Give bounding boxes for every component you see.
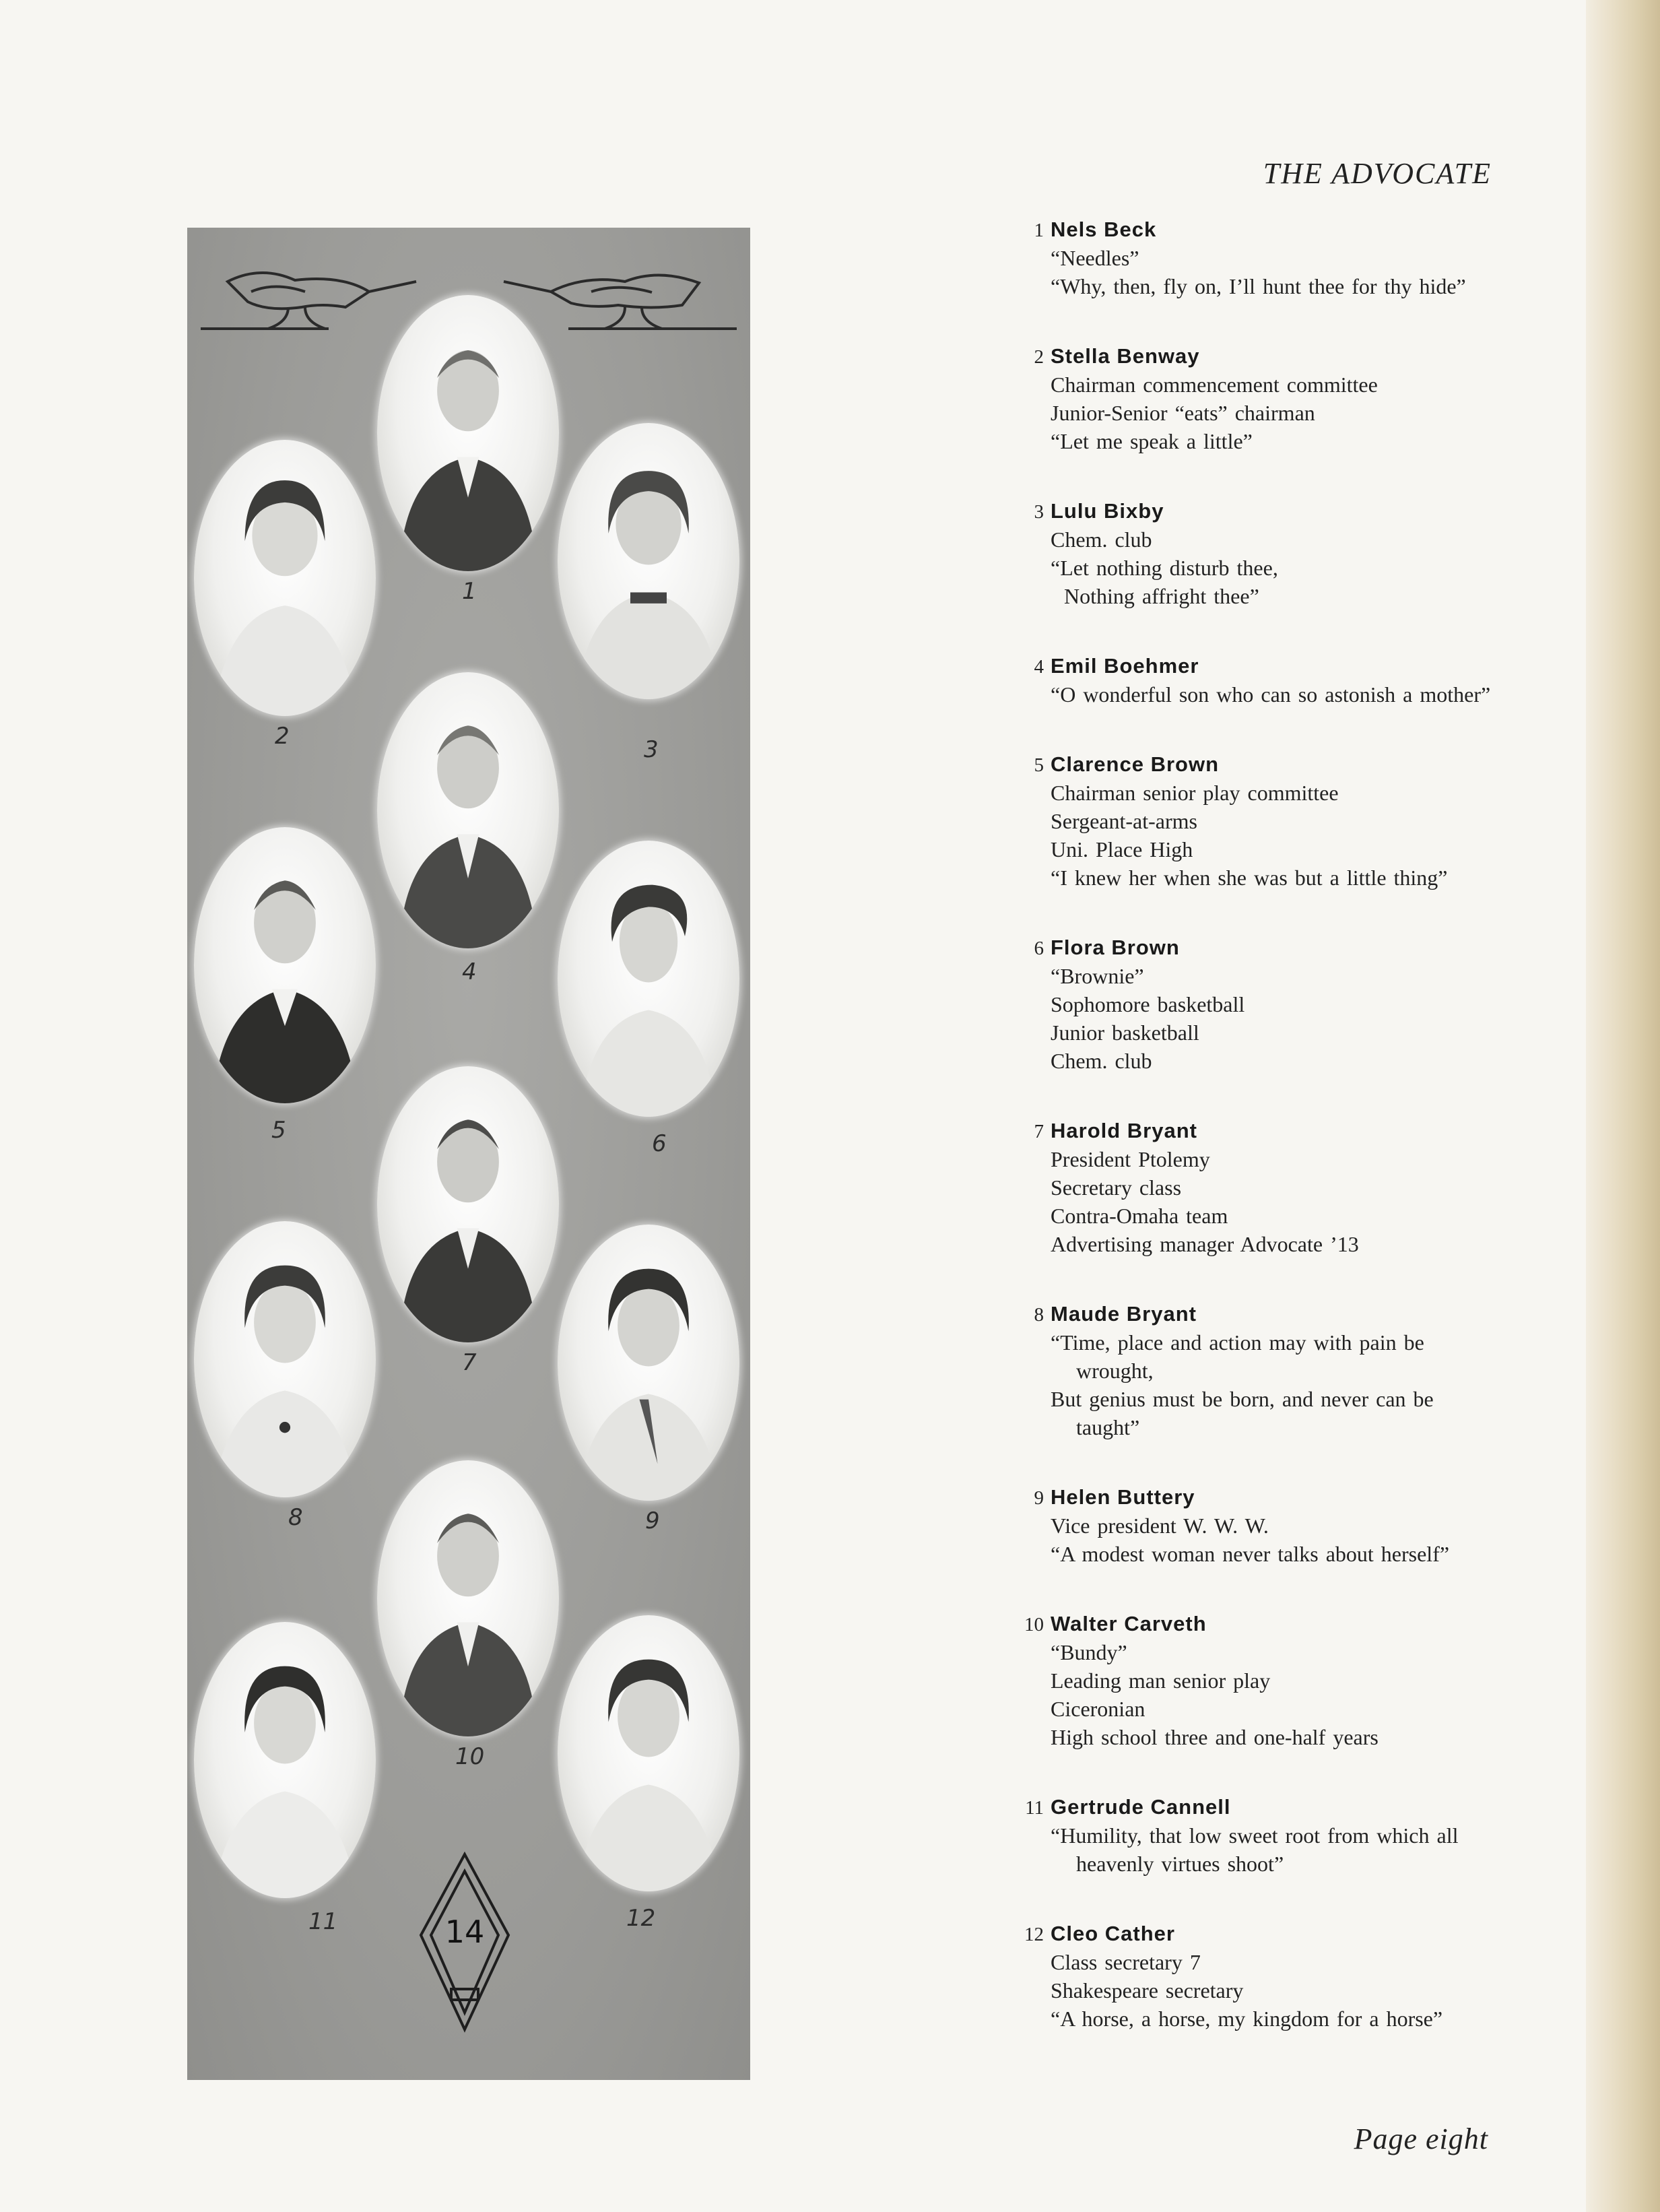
entry-name: Stella Benway	[1051, 344, 1200, 368]
entry	[1034, 1483, 1495, 1568]
entry-number: 6	[1034, 938, 1044, 959]
entry-name: Cleo Cather	[1051, 1922, 1175, 1945]
entry-line: Chairman commencement committee	[1051, 372, 1378, 397]
entry-name: Flora Brown	[1051, 936, 1180, 959]
entry-line: “Let me speak a little”	[1051, 429, 1253, 453]
plate-number: 6	[652, 1130, 667, 1157]
portrait-7	[377, 1066, 559, 1342]
entry-line: Junior-Senior “eats” chairman	[1051, 401, 1315, 425]
entry-line: Uni. Place High	[1051, 837, 1193, 861]
entry-number: 12	[1024, 1924, 1044, 1945]
entry-number: 4	[1034, 656, 1044, 678]
page-edge	[1586, 0, 1660, 2212]
entry	[1034, 934, 1495, 1075]
entry-line: “Needles”	[1051, 246, 1139, 270]
entry-number: 10	[1024, 1614, 1044, 1635]
plate-number: 4	[462, 958, 477, 985]
entry	[1034, 652, 1495, 709]
entry-line: Secretary class	[1051, 1175, 1182, 1200]
portrait-12	[558, 1615, 739, 1891]
entry-name: Maude Bryant	[1051, 1302, 1197, 1326]
entry-line: “A horse, a horse, my kingdom for a horse”	[1051, 2007, 1443, 2031]
entry-name: Emil Boehmer	[1051, 654, 1199, 678]
plate-number: 10	[455, 1743, 485, 1770]
entry-line: “Let nothing disturb thee,	[1051, 556, 1278, 580]
portrait-8	[194, 1221, 376, 1497]
portrait-3	[558, 423, 739, 699]
portrait-10	[377, 1460, 559, 1736]
entry-line: Chem. club	[1051, 527, 1152, 552]
entry	[1034, 750, 1495, 892]
entry-name: Clarence Brown	[1051, 752, 1220, 776]
entry-line: Advertising manager Advocate ’13	[1051, 1232, 1359, 1256]
entry-line: “Humility, that low sweet root from which all heavenly virtues shoot”	[1051, 1823, 1459, 1876]
entry-line: “Time, place and action may with pain be wrought,	[1051, 1330, 1424, 1383]
portrait-plate	[187, 228, 750, 2080]
entry-line: “I knew her when she was but a little thing”	[1051, 866, 1448, 890]
plate-number: 8	[288, 1504, 303, 1531]
portrait-1	[377, 295, 559, 571]
entry-line: “Bundy”	[1051, 1640, 1127, 1664]
entry-name: Lulu Bixby	[1051, 499, 1164, 523]
entry-line: Sophomore basketball	[1051, 992, 1245, 1016]
entry-line: Vice president W. W. W.	[1051, 1514, 1269, 1538]
plate-number: 7	[462, 1349, 477, 1376]
entry-line: Chairman senior play committee	[1051, 781, 1339, 805]
entry-number: 5	[1034, 754, 1044, 776]
entry-line: “A modest woman never talks about herself”	[1051, 1542, 1450, 1566]
entry-number: 7	[1034, 1121, 1044, 1142]
entry-name: Walter Carveth	[1051, 1612, 1207, 1635]
entry	[1024, 1610, 1495, 1751]
entry-line: “Brownie”	[1051, 964, 1144, 988]
portrait-9	[558, 1225, 739, 1501]
plate-number: 9	[645, 1507, 660, 1534]
portrait-6	[558, 841, 739, 1117]
entry-number: 3	[1034, 501, 1044, 523]
entry-name: Gertrude Cannell	[1051, 1795, 1231, 1819]
entry-number: 9	[1034, 1487, 1044, 1509]
entry-number: 8	[1034, 1304, 1044, 1326]
entry-line: Ciceronian	[1051, 1697, 1146, 1721]
entry-number: 1	[1034, 220, 1044, 241]
entry-name: Nels Beck	[1051, 218, 1157, 241]
portrait-11	[194, 1622, 376, 1898]
entry-line: Sergeant-at-arms	[1051, 809, 1197, 833]
entry-line: Shakespeare secretary	[1051, 1978, 1244, 2003]
entry-line: Leading man senior play	[1051, 1668, 1271, 1693]
entry	[1025, 1793, 1495, 1878]
running-head: THE ADVOCATE	[1263, 157, 1492, 190]
portrait-4	[377, 672, 559, 948]
plate-number: 2	[275, 723, 290, 750]
entry	[1024, 1920, 1495, 2033]
entry	[1034, 497, 1495, 610]
portrait-2	[194, 440, 376, 716]
entry-line: Class secretary 7	[1051, 1950, 1201, 1974]
senior-entries	[1024, 216, 1495, 2075]
entry-line: Contra-Omaha team	[1051, 1204, 1228, 1228]
entry-line: Junior basketball	[1051, 1020, 1199, 1045]
entry-name: Helen Buttery	[1051, 1485, 1195, 1509]
entry	[1034, 342, 1495, 455]
plate-number: 3	[644, 736, 659, 763]
entry-name: Harold Bryant	[1051, 1119, 1197, 1142]
plate-number: 12	[626, 1905, 656, 1932]
entry-line: Chem. club	[1051, 1049, 1152, 1073]
entry	[1034, 1117, 1495, 1258]
entry-line: High school three and one-half years	[1051, 1725, 1379, 1749]
page-number: Page eight	[1354, 2122, 1488, 2155]
plate-number: 11	[308, 1908, 338, 1935]
entry-line: Nothing affright thee”	[1064, 584, 1259, 608]
plate-number: 1	[462, 578, 477, 605]
entry	[1034, 1300, 1495, 1441]
entry-line: “Why, then, fly on, I’ll hunt thee for thy hide”	[1051, 274, 1466, 298]
portrait-5	[194, 827, 376, 1103]
entry-line: “O wonderful son who can so astonish a mother”	[1051, 682, 1491, 707]
class-year: 14	[444, 1914, 485, 1950]
entry	[1034, 216, 1495, 300]
plate-number: 5	[271, 1117, 286, 1144]
entry-line: But genius must be born, and never can be taught”	[1051, 1387, 1434, 1439]
entry-line: President Ptolemy	[1051, 1147, 1210, 1171]
entry-number: 11	[1025, 1797, 1044, 1819]
entry-number: 2	[1034, 346, 1044, 368]
